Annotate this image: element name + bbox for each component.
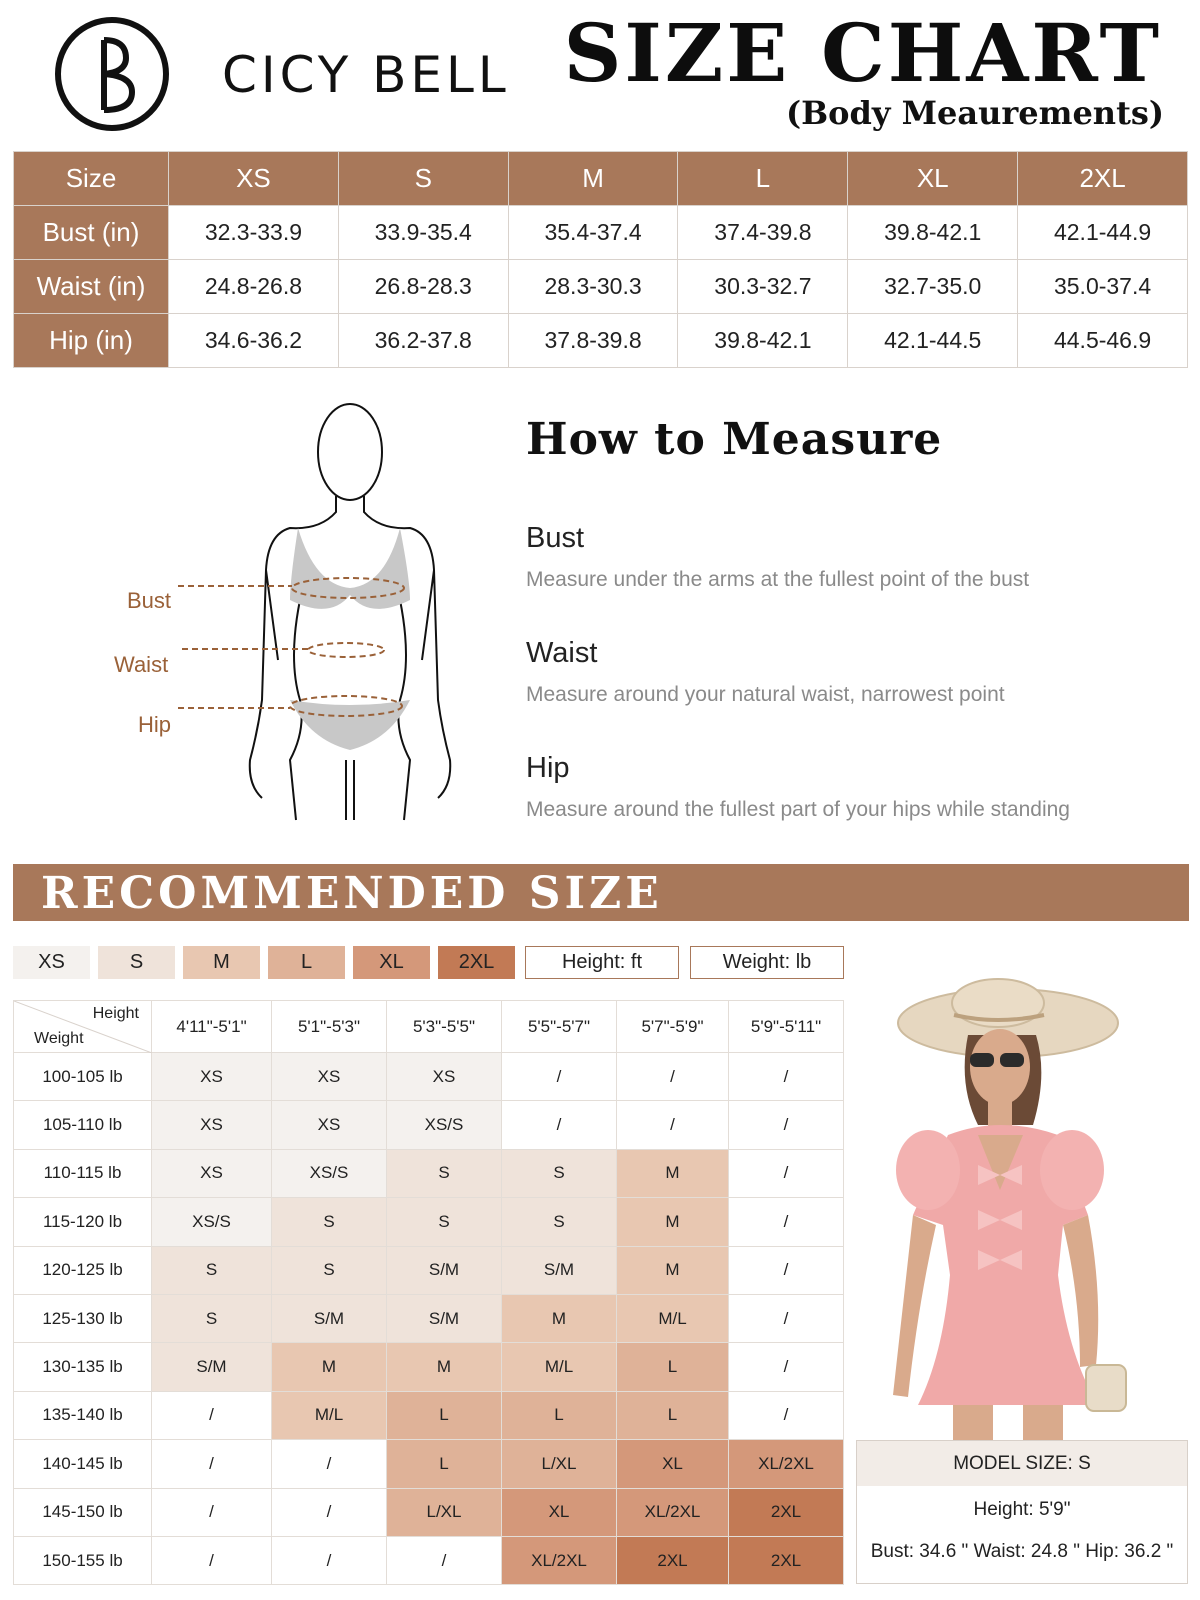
legend-xs: XS bbox=[13, 946, 90, 979]
table-cell: 32.7-35.0 bbox=[848, 260, 1018, 314]
size-header-2xl: 2XL bbox=[1018, 152, 1188, 206]
size-table-header-row bbox=[14, 152, 1188, 206]
size-cell: M bbox=[617, 1198, 729, 1246]
size-cell: M bbox=[272, 1343, 387, 1391]
size-cell: S/M bbox=[387, 1294, 502, 1342]
size-cell: L bbox=[387, 1440, 502, 1488]
page-title: SIZE CHART bbox=[563, 6, 1162, 100]
size-cell: / bbox=[729, 1101, 844, 1149]
size-table bbox=[13, 151, 1188, 368]
size-cell: S bbox=[502, 1198, 617, 1246]
size-cell: XS bbox=[152, 1149, 272, 1197]
table-cell: 33.9-35.4 bbox=[338, 206, 508, 260]
recommended-size-table bbox=[13, 1000, 844, 1585]
bust-step-text: Measure under the arms at the fullest point of the bust bbox=[526, 568, 1030, 591]
table-corner bbox=[14, 1001, 152, 1053]
table-cell: 28.3-30.3 bbox=[508, 260, 678, 314]
size-cell: / bbox=[152, 1536, 272, 1584]
size-cell: / bbox=[272, 1440, 387, 1488]
weight-label: 135-140 lb bbox=[14, 1391, 152, 1439]
size-cell: XS bbox=[152, 1053, 272, 1101]
brand-name: CICY BELL bbox=[222, 46, 510, 104]
weight-label: 145-150 lb bbox=[14, 1488, 152, 1536]
weight-label: 130-135 lb bbox=[14, 1343, 152, 1391]
height-header: 5'9"-5'11" bbox=[729, 1001, 844, 1053]
row-label-waist: Waist (in) bbox=[14, 260, 169, 314]
brand-logo-icon bbox=[52, 14, 172, 134]
table-row bbox=[14, 1198, 844, 1246]
table-row bbox=[14, 1343, 844, 1391]
size-cell: 2XL bbox=[729, 1488, 844, 1536]
recommended-title: RECOMMENDED SIZE bbox=[41, 868, 663, 919]
size-cell: XL bbox=[502, 1488, 617, 1536]
size-cell: M bbox=[387, 1343, 502, 1391]
size-cell: S/M bbox=[502, 1246, 617, 1294]
size-table-row-waist bbox=[14, 260, 1188, 314]
size-cell: / bbox=[272, 1536, 387, 1584]
bust-step-title: Bust bbox=[526, 522, 585, 554]
table-row bbox=[14, 1294, 844, 1342]
table-cell: 37.4-39.8 bbox=[678, 206, 848, 260]
bust-label: Bust bbox=[127, 588, 172, 613]
table-cell: 44.5-46.9 bbox=[1018, 314, 1188, 368]
legend-height-unit: Height: ft bbox=[525, 946, 679, 979]
waist-label: Waist bbox=[114, 652, 169, 677]
size-cell: / bbox=[502, 1053, 617, 1101]
size-cell: / bbox=[387, 1536, 502, 1584]
table-cell: 32.3-33.9 bbox=[169, 206, 339, 260]
size-cell: XL/2XL bbox=[617, 1488, 729, 1536]
table-cell: 37.8-39.8 bbox=[508, 314, 678, 368]
weight-label: 125-130 lb bbox=[14, 1294, 152, 1342]
size-cell: / bbox=[272, 1488, 387, 1536]
size-cell: S/M bbox=[387, 1246, 502, 1294]
table-row bbox=[14, 1053, 844, 1101]
legend-m: M bbox=[183, 946, 260, 979]
size-cell: S/M bbox=[152, 1343, 272, 1391]
table-cell: 39.8-42.1 bbox=[678, 314, 848, 368]
size-cell: L/XL bbox=[387, 1488, 502, 1536]
size-cell: M bbox=[617, 1246, 729, 1294]
table-row bbox=[14, 1101, 844, 1149]
hip-step-text: Measure around the fullest part of your hips while standing bbox=[526, 798, 1070, 821]
size-cell: S bbox=[387, 1149, 502, 1197]
size-table-row-bust bbox=[14, 206, 1188, 260]
table-cell: 39.8-42.1 bbox=[848, 206, 1018, 260]
hip-step-title: Hip bbox=[526, 752, 570, 784]
size-cell: L bbox=[617, 1391, 729, 1439]
size-cell: XS/S bbox=[152, 1198, 272, 1246]
weight-label: 140-145 lb bbox=[14, 1440, 152, 1488]
weight-label: 110-115 lb bbox=[14, 1149, 152, 1197]
row-label-hip: Hip (in) bbox=[14, 314, 169, 368]
size-cell: / bbox=[729, 1391, 844, 1439]
size-cell: S/M bbox=[272, 1294, 387, 1342]
table-cell: 34.6-36.2 bbox=[169, 314, 339, 368]
size-cell: XS/S bbox=[272, 1149, 387, 1197]
size-cell: 2XL bbox=[729, 1536, 844, 1584]
model-info-card bbox=[856, 1440, 1188, 1584]
height-header: 4'11"-5'1" bbox=[152, 1001, 272, 1053]
size-column-header: Size bbox=[14, 152, 169, 206]
size-cell: / bbox=[729, 1246, 844, 1294]
size-cell: XS bbox=[272, 1101, 387, 1149]
size-cell: XL bbox=[617, 1440, 729, 1488]
table-row bbox=[14, 1488, 844, 1536]
table-cell: 42.1-44.5 bbox=[848, 314, 1018, 368]
legend-weight-unit: Weight: lb bbox=[690, 946, 844, 979]
table-row bbox=[14, 1440, 844, 1488]
size-cell: M bbox=[617, 1149, 729, 1197]
height-header: 5'3"-5'5" bbox=[387, 1001, 502, 1053]
weight-label: 100-105 lb bbox=[14, 1053, 152, 1101]
corner-height-label: Height bbox=[92, 1005, 139, 1022]
table-row bbox=[14, 1149, 844, 1197]
body-outline-illustration bbox=[100, 400, 460, 840]
size-cell: / bbox=[152, 1440, 272, 1488]
size-cell: L/XL bbox=[502, 1440, 617, 1488]
size-cell: M/L bbox=[502, 1343, 617, 1391]
table-cell: 26.8-28.3 bbox=[338, 260, 508, 314]
size-header-m: M bbox=[508, 152, 678, 206]
height-header: 5'5"-5'7" bbox=[502, 1001, 617, 1053]
legend-2xl: 2XL bbox=[438, 946, 515, 979]
table-row bbox=[14, 1391, 844, 1439]
size-cell: XS bbox=[152, 1101, 272, 1149]
weight-label: 115-120 lb bbox=[14, 1198, 152, 1246]
size-cell: L bbox=[387, 1391, 502, 1439]
size-cell: XS bbox=[272, 1053, 387, 1101]
waist-step-text: Measure around your natural waist, narrowest point bbox=[526, 683, 1005, 706]
size-header-l: L bbox=[678, 152, 848, 206]
size-cell: S bbox=[502, 1149, 617, 1197]
size-header-xs: XS bbox=[169, 152, 339, 206]
table-row bbox=[14, 1246, 844, 1294]
table-cell: 30.3-32.7 bbox=[678, 260, 848, 314]
size-cell: S bbox=[152, 1294, 272, 1342]
table-cell: 35.0-37.4 bbox=[1018, 260, 1188, 314]
recommended-header-row bbox=[14, 1001, 844, 1053]
weight-label: 105-110 lb bbox=[14, 1101, 152, 1149]
size-table-row-hip bbox=[14, 314, 1188, 368]
model-size: MODEL SIZE: S bbox=[857, 1441, 1187, 1486]
size-cell: / bbox=[729, 1053, 844, 1101]
size-cell: XL/2XL bbox=[729, 1440, 844, 1488]
size-header-s: S bbox=[338, 152, 508, 206]
page-subtitle: (Body Meaurements) bbox=[785, 94, 1164, 132]
size-cell: / bbox=[617, 1053, 729, 1101]
size-cell: M/L bbox=[617, 1294, 729, 1342]
size-cell: / bbox=[729, 1149, 844, 1197]
size-cell: / bbox=[729, 1294, 844, 1342]
size-cell: XL/2XL bbox=[502, 1536, 617, 1584]
legend-xl: XL bbox=[353, 946, 430, 979]
table-cell: 36.2-37.8 bbox=[338, 314, 508, 368]
size-cell: S bbox=[272, 1198, 387, 1246]
size-cell: / bbox=[502, 1101, 617, 1149]
waist-step-title: Waist bbox=[526, 637, 598, 669]
size-cell: L bbox=[617, 1343, 729, 1391]
weight-label: 150-155 lb bbox=[14, 1536, 152, 1584]
table-cell: 42.1-44.9 bbox=[1018, 206, 1188, 260]
size-cell: XS bbox=[387, 1053, 502, 1101]
legend-s: S bbox=[98, 946, 175, 979]
size-cell: S bbox=[387, 1198, 502, 1246]
size-cell: / bbox=[152, 1488, 272, 1536]
size-header-xl: XL bbox=[848, 152, 1018, 206]
table-cell: 35.4-37.4 bbox=[508, 206, 678, 260]
corner-weight-label: Weight bbox=[34, 1030, 84, 1047]
hip-label: Hip bbox=[138, 712, 172, 737]
legend-l: L bbox=[268, 946, 345, 979]
size-cell: 2XL bbox=[617, 1536, 729, 1584]
size-cell: / bbox=[729, 1198, 844, 1246]
size-cell: M/L bbox=[272, 1391, 387, 1439]
how-to-measure-title: How to Measure bbox=[526, 414, 943, 465]
size-cell: M bbox=[502, 1294, 617, 1342]
model-measurements: Bust: 34.6 " Waist: 24.8 " Hip: 36.2 " bbox=[870, 1541, 1174, 1562]
model-height: Height: 5'9" bbox=[973, 1499, 1071, 1520]
row-label-bust: Bust (in) bbox=[14, 206, 169, 260]
height-header: 5'7"-5'9" bbox=[617, 1001, 729, 1053]
size-cell: S bbox=[152, 1246, 272, 1294]
weight-label: 120-125 lb bbox=[14, 1246, 152, 1294]
size-cell: XS/S bbox=[387, 1101, 502, 1149]
height-header: 5'1"-5'3" bbox=[272, 1001, 387, 1053]
table-row bbox=[14, 1536, 844, 1584]
model-photo bbox=[858, 975, 1188, 1440]
recommended-banner bbox=[13, 864, 1189, 921]
size-cell: S bbox=[272, 1246, 387, 1294]
size-cell: / bbox=[152, 1391, 272, 1439]
size-cell: L bbox=[502, 1391, 617, 1439]
table-cell: 24.8-26.8 bbox=[169, 260, 339, 314]
size-cell: / bbox=[729, 1343, 844, 1391]
size-cell: / bbox=[617, 1101, 729, 1149]
